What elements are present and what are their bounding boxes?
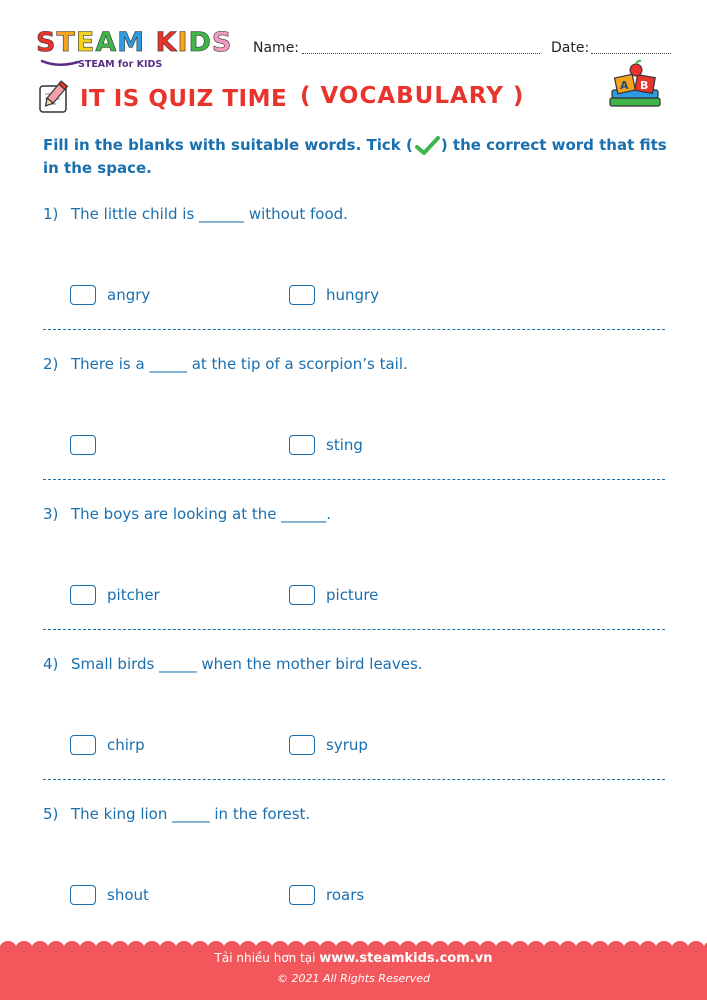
question-number: 4) (43, 655, 59, 673)
logo-letter: K (155, 27, 178, 58)
question-5 (43, 805, 310, 823)
question-separator (43, 329, 665, 330)
answer-checkbox[interactable] (70, 885, 96, 905)
logo-letter: I (177, 27, 189, 58)
answer-option-label: chirp (107, 736, 145, 754)
question-separator (43, 479, 665, 480)
instructions-text-start: Fill in the blanks with suitable words. Tick ( (43, 136, 413, 154)
name-label: Name: (253, 40, 300, 56)
footer-banner (0, 940, 707, 1000)
quiz-paper-pencil-icon (36, 80, 74, 116)
quiz-subtitle: ( VOCABULARY ) (300, 83, 525, 109)
answer-option-label: hungry (326, 286, 380, 304)
quiz-title: IT IS QUIZ TIME (80, 86, 288, 112)
answer-checkbox[interactable] (70, 285, 96, 305)
question-text: There is a _____ at the tip of a scorpion’s tail. (71, 355, 408, 373)
name-field[interactable] (302, 52, 540, 54)
logo-letter: E (75, 27, 96, 58)
instructions (43, 134, 673, 179)
answer-option-label: pitcher (107, 586, 160, 604)
answer-checkbox[interactable] (70, 585, 96, 605)
answer-checkbox[interactable] (70, 435, 96, 455)
question-4 (43, 655, 423, 673)
answer-checkbox[interactable] (70, 735, 96, 755)
logo-letter (145, 27, 155, 58)
question-text: The little child is ______ without food. (71, 205, 348, 223)
answer-checkbox[interactable] (289, 435, 315, 455)
answer-option-label: sting (326, 436, 363, 454)
answer-checkbox[interactable] (289, 285, 315, 305)
question-text: The boys are looking at the ______. (71, 505, 332, 523)
answer-checkbox[interactable] (289, 585, 315, 605)
instructions-text-end: ) the correct word that fits in the space. (43, 136, 667, 177)
answer-checkbox[interactable] (289, 735, 315, 755)
question-text: Small birds _____ when the mother bird leaves. (71, 655, 423, 673)
logo-letter: D (188, 27, 212, 58)
date-field[interactable] (591, 52, 671, 54)
answer-option-label: shout (107, 886, 149, 904)
answer-option-label: picture (326, 586, 379, 604)
answer-option-label: syrup (326, 736, 368, 754)
steam-kids-logo (36, 26, 236, 74)
logo-letter: M (117, 27, 146, 58)
abc-books-apple-icon (606, 58, 666, 116)
answer-checkbox[interactable] (289, 885, 315, 905)
question-number: 1) (43, 205, 59, 223)
svg-text:A: A (620, 79, 629, 92)
logo-letter: S (36, 27, 57, 58)
question-2 (43, 355, 408, 373)
svg-text:B: B (640, 79, 649, 92)
question-number: 5) (43, 805, 59, 823)
question-separator (43, 629, 665, 630)
footer-copyright: © 2021 All Rights Reserved (276, 972, 430, 985)
question-text: The king lion _____ in the forest. (71, 805, 311, 823)
date-label: Date: (551, 40, 590, 56)
question-separator (43, 779, 665, 780)
question-1 (43, 205, 348, 223)
logo-letter: S (211, 27, 233, 58)
question-3 (43, 505, 331, 523)
footer-prefix: Tải nhiều hơn tại (214, 951, 320, 965)
footer-download-line (0, 951, 707, 966)
answer-option-label: roars (326, 886, 365, 904)
logo-wordmark (36, 26, 232, 60)
logo-letter: T (56, 27, 76, 58)
green-check-icon (413, 135, 441, 157)
answer-option-label: angry (107, 286, 151, 304)
logo-letter: A (95, 27, 118, 58)
question-number: 3) (43, 505, 59, 523)
question-number: 2) (43, 355, 59, 373)
logo-subtitle: STEAM for KIDS (78, 59, 163, 70)
logo-swoosh-icon (40, 58, 80, 68)
footer-website-link[interactable]: www.steamkids.com.vn (319, 951, 493, 966)
